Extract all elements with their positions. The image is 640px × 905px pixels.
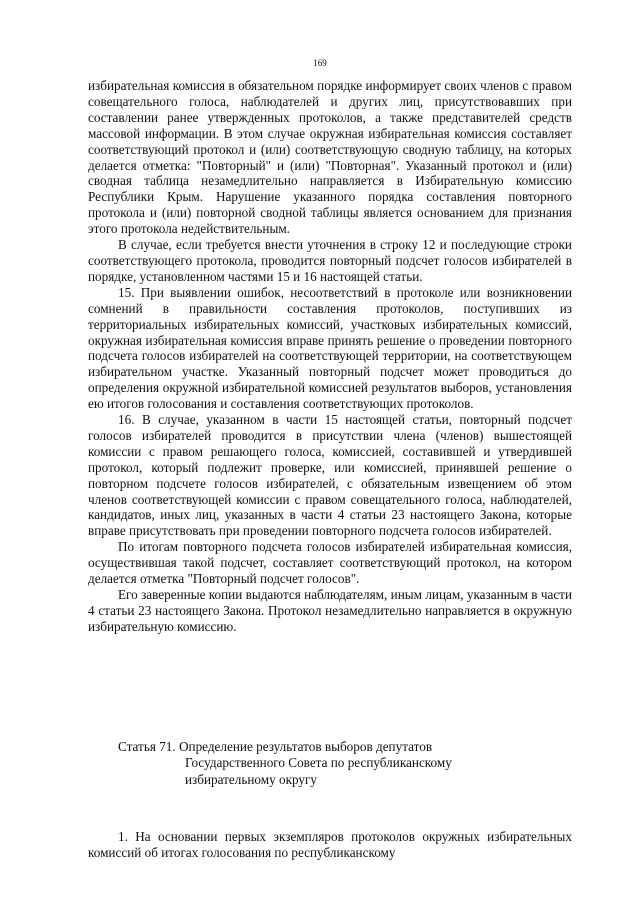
paragraph-part-15: 15. При выявлении ошибок, несоответствий в протоколе или возникновении сомнений в правильности составления протоколов, поступивших из территориальных избирательных комиссий, участковых избирательных комиссий, окружная избирательная комиссия вправе принять решение о проведении повторного подсчета голосов избирателей на соответствующей территории, на соответствующем избирательном участке. Указанный повторный подсчет может проводиться до определения окружной избирательной комиссией результатов выборов, установления ею итогов голосования и составления соответствующих протоколов. (88, 284, 572, 412)
paragraph-certified-copies: Его заверенные копии выдаются наблюдателям, иным лицам, указанным в части 4 статьи 23 настоящего Закона. Протокол незамедлительно направляется в окружную избирательную комиссию. (88, 587, 572, 634)
article-title-line-1: Определение результатов выборов депутатов (178, 739, 433, 754)
paragraph-continuation: избирательная комиссия в обязательном порядке информирует своих членов с правом совещательного голоса, наблюдателей и других лиц, присутствовавших при составлении ранее утвержденных протоколов, а также представителей средств массовой информации. В этом случае окружная избирательная комиссия составляет соответствующий протокол и (или) соответствующую сводную таблицу, на которых делается отметка: "Повторный" и (или) "Повторная". Указанный протокол и (или) сводная таблица незамедлительно направляется в Избирательную комиссию Республики Крым. Нарушение указанного порядка составления повторного протокола и (или) повторной сводной таблицы является основанием для признания этого протокола недействительным. (88, 78, 572, 237)
article-body (88, 829, 572, 861)
article-title-line-2: Государственного Совета по республиканскому (185, 755, 452, 771)
article-heading (118, 739, 548, 788)
article-title-line-3: избирательному округу (185, 771, 318, 787)
article-paragraph-1: 1. На основании первых экземпляров протоколов окружных избирательных комиссий об итогах голосования по республиканскому (88, 829, 572, 860)
paragraph-recount-results: По итогам повторного подсчета голосов избирателей избирательная комиссия, осуществившая такой подсчет, составляет соответствующий протокол, на котором делается отметка "Повторный подсчет голосов". (88, 539, 572, 587)
paragraph-part-16: 16. В случае, указанном в части 15 настоящей статьи, повторный подсчет голосов избирателей проводится в присутствии члена (членов) вышестоящей комиссии с правом решающего голоса, комиссией, составившей и утвердившей протокол, который подлежит проверке, или комиссией, принявшей решение о повторном подсчете голосов избирателей, с обязательным извещением об этом членов соответствующей комиссии с правом совещательного голоса, наблюдателей, кандидатов, иных лиц, указанных в части 4 статьи 23 настоящего Закона, которые вправе присутствовать при проведении повторного подсчета голосов избирателей. (88, 412, 572, 539)
paragraph-clarification: В случае, если требуется внести уточнения в строку 12 и последующие строки соответствующего протокола, проводится повторный подсчет голосов избирателей в порядке, установленном частями 15 и 16 настоящей статьи. (88, 237, 572, 284)
body-text (88, 78, 572, 635)
page-number: 169 (313, 58, 327, 68)
article-number: Статья 71. (118, 739, 176, 754)
